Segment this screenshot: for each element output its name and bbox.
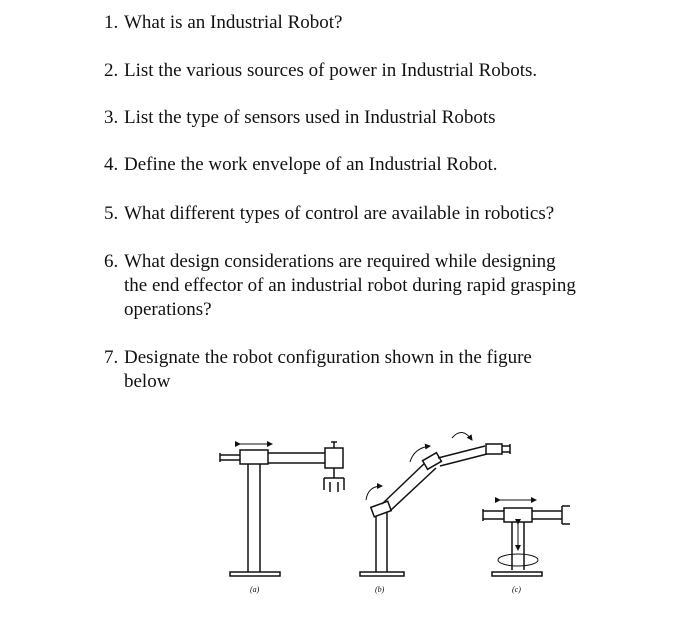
figure-label-b: (b) (375, 585, 385, 594)
question-text: Define the work envelope of an Industrial Robot. (124, 154, 498, 175)
question-text: What is an Industrial Robot? (124, 12, 343, 33)
question-number: 2. (104, 60, 119, 81)
robot-b-diagram (360, 432, 510, 576)
question-number: 6. (104, 251, 119, 272)
question-number: 7. (104, 347, 119, 368)
question-text-line-1: Designate the robot configuration shown in the figure (124, 347, 532, 368)
question-text-line-2: the end effector of an industrial robot during rapid grasping (124, 275, 576, 296)
question-5 (104, 202, 554, 226)
question-number: 5. (104, 203, 119, 224)
question-7 (104, 346, 532, 394)
question-1 (104, 11, 342, 35)
question-text-line-3: operations? (124, 299, 212, 320)
question-text: List the type of sensors used in Industrial Robots (124, 107, 496, 128)
question-2 (104, 59, 537, 83)
question-number: 4. (104, 154, 119, 175)
robot-c-diagram (483, 500, 570, 576)
question-text-line-1: What design considerations are required while designing (124, 251, 556, 272)
question-number: 1. (104, 12, 119, 33)
question-number: 3. (104, 107, 119, 128)
robot-a-diagram (220, 442, 344, 576)
question-text-line-2: below (124, 371, 171, 392)
question-text: List the various sources of power in Industrial Robots. (124, 60, 538, 81)
question-6 (104, 250, 576, 322)
question-text: What different types of control are available in robotics? (124, 203, 555, 224)
question-3 (104, 106, 496, 130)
figure-label-c: (c) (512, 585, 521, 594)
figure-label-a: (a) (250, 585, 260, 594)
robot-configurations-figure (200, 420, 600, 610)
question-4 (104, 153, 498, 177)
